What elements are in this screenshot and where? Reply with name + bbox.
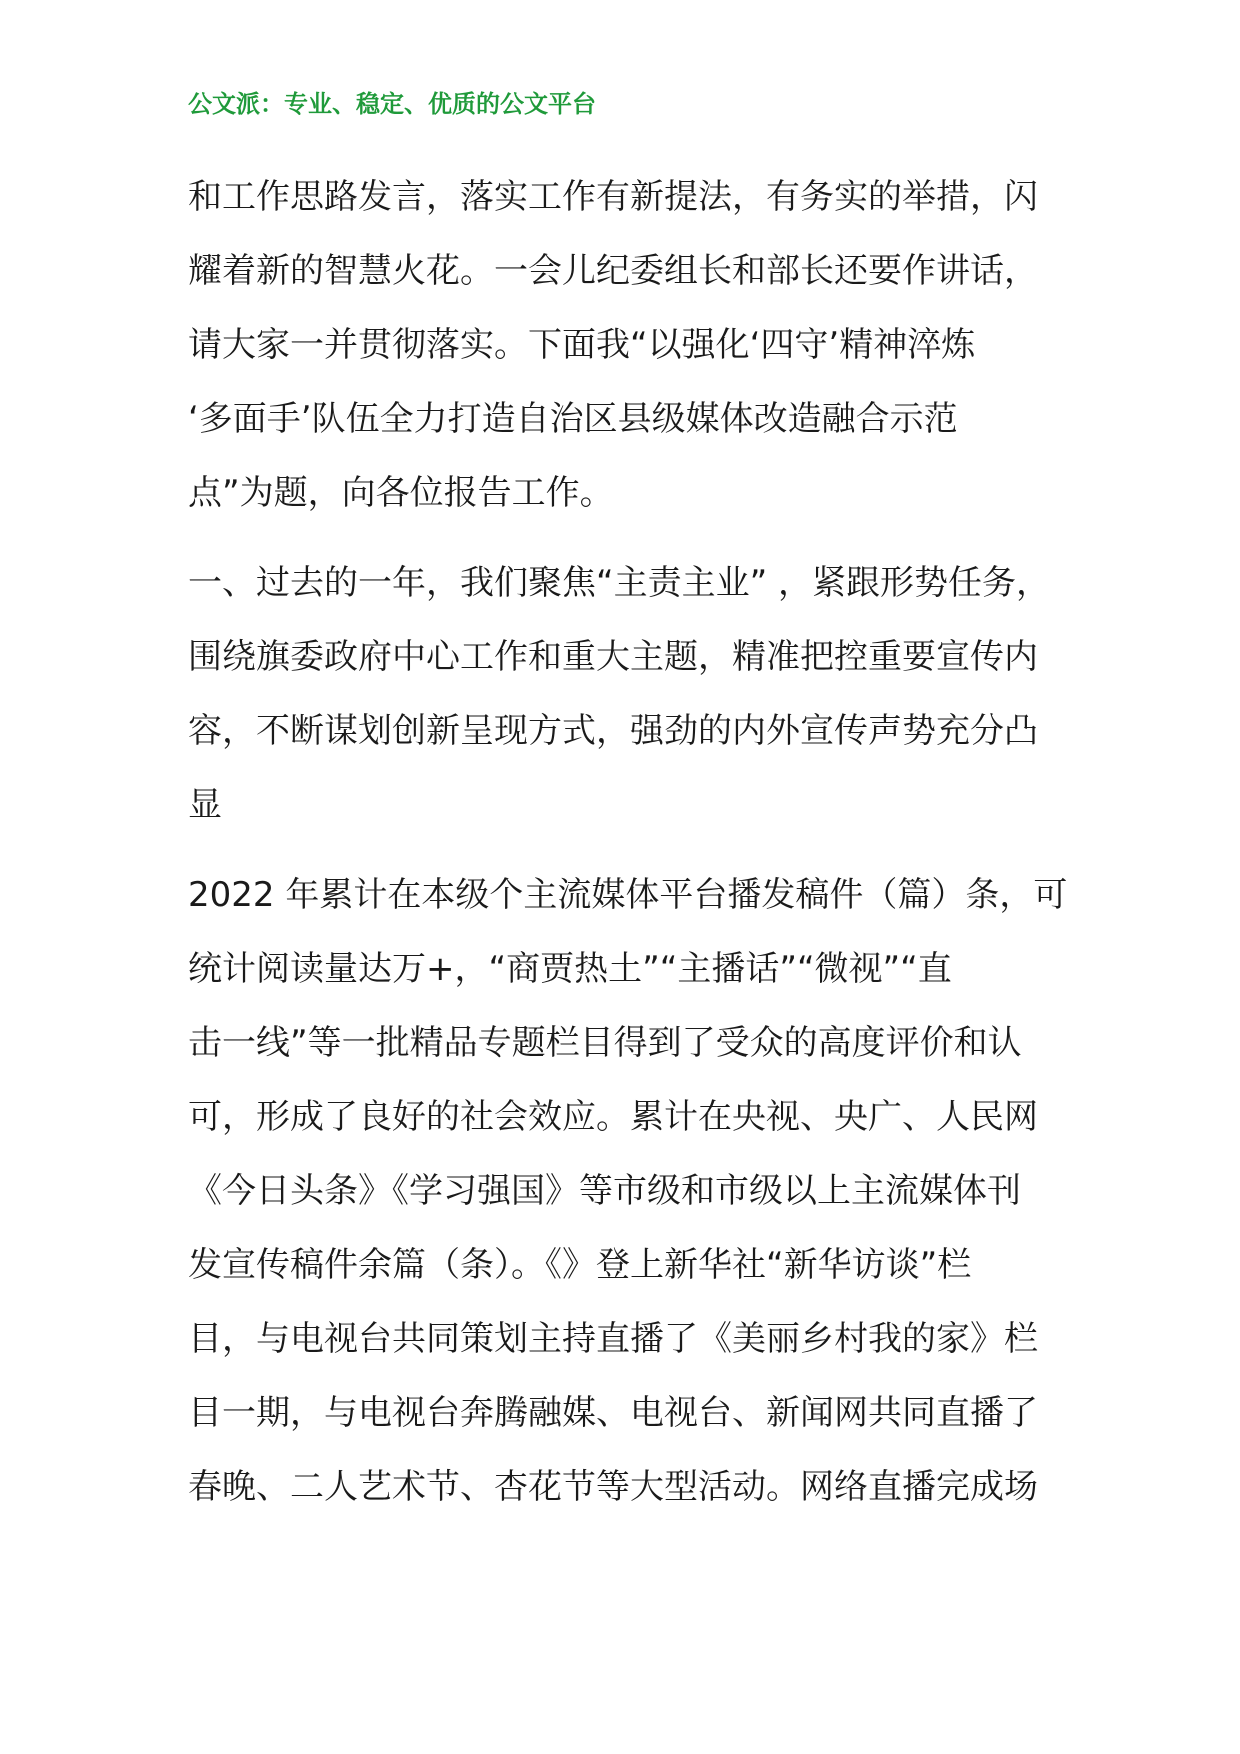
text-line: ‘多面手’队伍全力打造自治区县级媒体改造融合示范: [188, 399, 958, 439]
text-line: 击一线”等一批精品专题栏目得到了受众的高度评价和认: [188, 1023, 1022, 1063]
text-line: 围绕旗委政府中心工作和重大主题，精准把控重要宣传内: [188, 637, 1038, 677]
text-line: 请大家一并贯彻落实。下面我“以强化‘四守’精神淬炼: [188, 325, 976, 365]
text-line: 《今日头条》《学习强国》等市级和市级以上主流媒体刊: [188, 1171, 1021, 1211]
paragraph-section-one: [188, 546, 1068, 842]
text-line: 显: [188, 785, 222, 825]
text-line: 目一期，与电视台奔腾融媒、电视台、新闻网共同直播了: [188, 1393, 1038, 1433]
paragraph-statistics: [188, 858, 1068, 1524]
text-line: 统计阅读量达万+，“商贾热土”“主播话”“微视”“直: [188, 949, 952, 989]
text-line: 点”为题，向各位报告工作。: [188, 473, 614, 513]
paragraph-gap: [188, 530, 1068, 546]
text-line: 一、过去的一年，我们聚焦“主责主业” ，紧跟形势任务，: [188, 563, 1051, 603]
document-body: [188, 160, 1068, 1524]
text-line: 和工作思路发言，落实工作有新提法，有务实的举措，闪: [188, 177, 1038, 217]
text-line: 发宣传稿件余篇（条）。《》登上新华社“新华访谈”栏: [188, 1245, 972, 1285]
paragraph-gap: [188, 842, 1068, 858]
text-line: 2022 年累计在本级个主流媒体平台播发稿件（篇）条，可: [188, 875, 1068, 915]
page-header: 公文派：专业、稳定、优质的公文平台: [188, 90, 596, 118]
text-line: 可，形成了良好的社会效应。累计在央视、央广、人民网: [188, 1097, 1038, 1137]
text-line: 春晚、二人艺术节、杏花节等大型活动。网络直播完成场: [188, 1467, 1038, 1507]
text-line: 容，不断谋划创新呈现方式，强劲的内外宣传声势充分凸: [188, 711, 1038, 751]
paragraph-intro: [188, 160, 1068, 530]
text-line: 目，与电视台共同策划主持直播了《美丽乡村我的家》栏: [188, 1319, 1038, 1359]
text-line: 耀着新的智慧火花。一会儿纪委组长和部长还要作讲话，: [188, 251, 1038, 291]
